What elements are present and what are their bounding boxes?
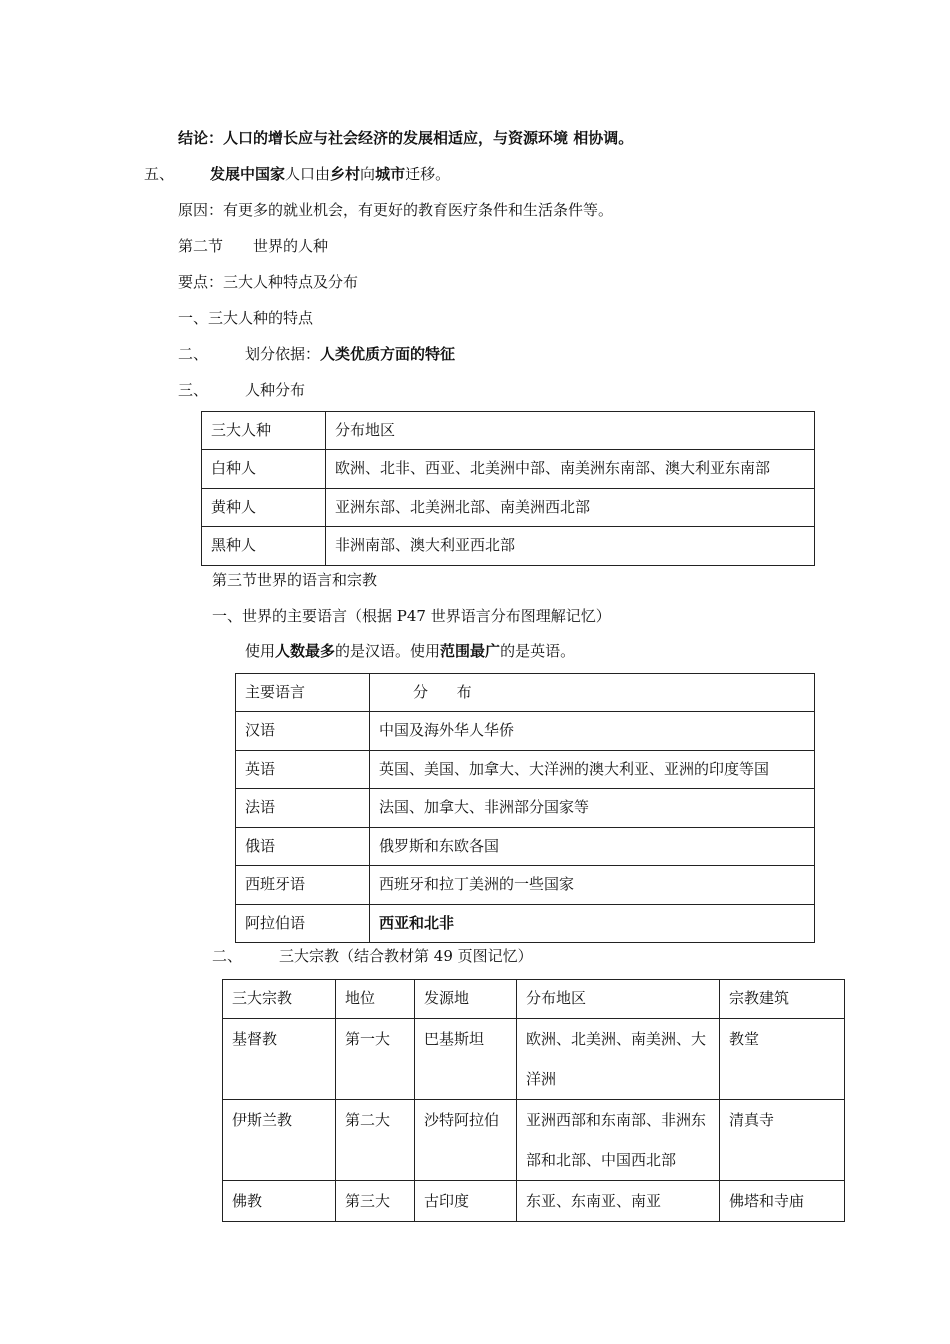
table-row [236,866,815,905]
conclusion-label: 结论： [178,129,224,147]
table-header-cell: 发源地 [415,980,517,1019]
table-row [223,1019,845,1100]
table-cell: 第一大 [336,1019,415,1100]
table-row [236,751,815,789]
table-cell: 黑种人 [202,527,326,566]
item-five-number: 五、 [144,165,175,183]
table-header-cell: 宗教建筑 [720,980,845,1019]
table-cell: 英语 [236,751,370,789]
language-table [235,673,815,943]
table-row [202,450,815,489]
table-header-cell: 三大宗教 [223,980,336,1019]
table-header-cell: 三大人种 [202,412,326,450]
table-row [223,1100,845,1181]
item-two-number: 二、 [178,345,209,363]
table-row [236,905,815,943]
table-cell: 古印度 [415,1181,517,1222]
emph-rural: 乡村 [330,165,361,183]
religion-item-number: 二、 [212,947,243,965]
keypoint-text: 要点：三大人种特点及分布 [178,273,359,291]
table-cell: 阿拉伯语 [236,905,370,943]
table-header-cell: 分布地区 [326,412,815,450]
table-cell: 黄种人 [202,489,326,527]
religion-item-text: 三大宗教（结合教材第 49 页图记忆） [279,947,533,965]
table-cell: 亚洲西部和东南部、非洲东部和北部、中国西北部 [517,1100,720,1181]
table-cell: 东亚、东南亚、南亚 [517,1181,720,1222]
table-cell: 欧洲、北美洲、南美洲、大洋洲 [517,1019,720,1100]
table-cell: 清真寺 [720,1100,845,1181]
table-cell: 佛塔和寺庙 [720,1181,845,1222]
table-cell: 非洲南部、澳大利亚西北部 [326,527,815,566]
table-header-row [223,980,845,1019]
reason-text: 原因：有更多的就业机会，有更好的教育医疗条件和生活条件等。 [178,201,614,219]
table-cell: 亚洲东部、北美洲北部、南美洲西北部 [326,489,815,527]
table-cell: 中国及海外华人华侨 [370,712,815,751]
language-note: 使用人数最多的是汉语。使用范围最广的是英语。 [245,642,576,660]
item-three-text: 人种分布 [245,381,306,399]
item-five-text: 发展中国家人口由乡村向城市迁移。 [210,165,451,183]
table-cell: 第二大 [336,1100,415,1181]
language-item-text: 一、世界的主要语言（根据 P47 世界语言分布图理解记忆） [212,607,611,625]
table-cell: 佛教 [223,1181,336,1222]
table-row [202,489,815,527]
table-row [236,828,815,866]
emph-urban: 城市 [375,165,406,183]
section-three-heading: 第三节世界的语言和宗教 [212,571,378,589]
item-three-number: 三、 [178,381,209,399]
item-one-text: 一、三大人种的特点 [178,309,314,327]
table-header-cell: 分 布 [370,674,815,712]
table-cell: 法语 [236,789,370,828]
table-cell: 俄语 [236,828,370,866]
table-header-row [236,674,815,712]
item-two-text: 划分依据：人类优质方面的特征 [245,345,456,363]
table-cell: 巴基斯坦 [415,1019,517,1100]
conclusion-text: 人口的增长应与社会经济的发展相适应，与资源环境 相协调。 [223,129,634,147]
table-cell: 基督教 [223,1019,336,1100]
table-cell: 教堂 [720,1019,845,1100]
table-header-cell: 分布地区 [517,980,720,1019]
emph-developing: 发展中国家 [210,165,286,183]
emph-most-speakers: 人数最多 [275,642,336,660]
table-cell: 西班牙语 [236,866,370,905]
table-row [202,527,815,566]
emph-widest-range: 范围最广 [440,642,501,660]
table-row [223,1181,845,1222]
table-header-cell: 地位 [336,980,415,1019]
section-two-heading: 第二节 世界的人种 [178,237,329,255]
conclusion-line [178,128,633,148]
table-header-cell: 主要语言 [236,674,370,712]
table-row [236,789,815,828]
religion-table [222,979,845,1222]
table-cell: 俄罗斯和东欧各国 [370,828,815,866]
table-cell: 西亚和北非 [370,905,815,943]
table-cell: 英国、美国、加拿大、大洋洲的澳大利亚、亚洲的印度等国 [370,751,815,789]
table-cell: 伊斯兰教 [223,1100,336,1181]
table-cell: 汉语 [236,712,370,751]
table-cell: 白种人 [202,450,326,489]
race-table [201,411,815,566]
table-cell: 沙特阿拉伯 [415,1100,517,1181]
table-row [236,712,815,751]
table-cell: 法国、加拿大、非洲部分国家等 [370,789,815,828]
table-header-row [202,412,815,450]
table-cell: 欧洲、北非、西亚、北美洲中部、南美洲东南部、澳大利亚东南部 [326,450,815,489]
table-cell: 第三大 [336,1181,415,1222]
table-cell: 西班牙和拉丁美洲的一些国家 [370,866,815,905]
